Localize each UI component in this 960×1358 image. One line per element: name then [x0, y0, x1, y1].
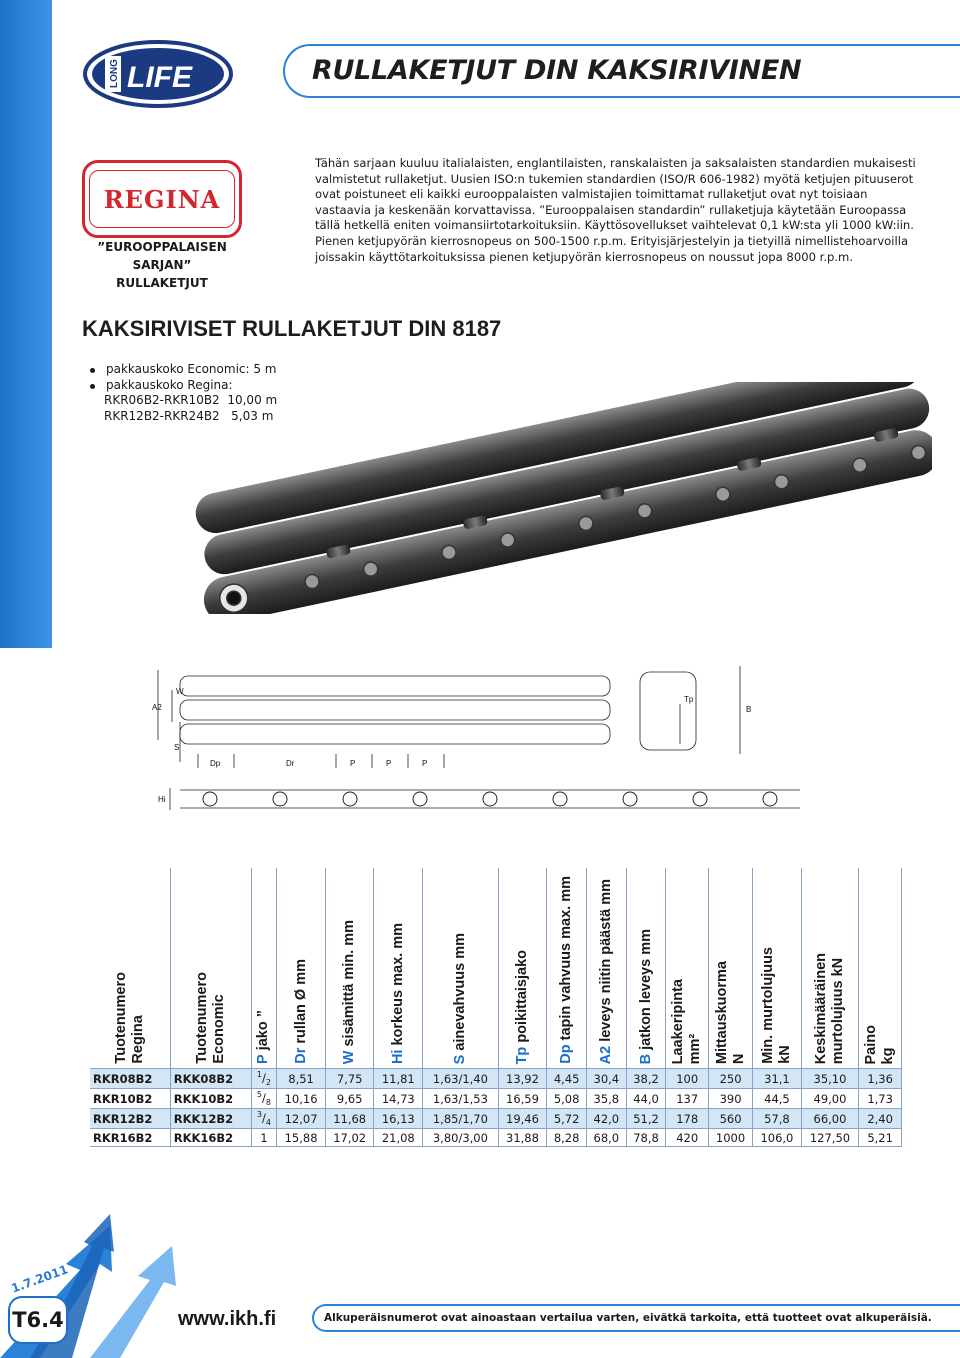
table-cell: 44,0: [626, 1089, 666, 1109]
chain-technical-drawing: [150, 662, 950, 820]
column-header: [753, 868, 802, 1069]
sub-code: RKR12B2-RKR24B2: [104, 408, 220, 423]
table-cell: 35,8: [586, 1089, 626, 1109]
dim-label: Tp: [684, 695, 694, 704]
table-cell: 250: [708, 1069, 752, 1089]
column-header: [325, 868, 374, 1069]
logo-small-text: LONG: [109, 59, 120, 88]
table-cell: 8,28: [547, 1129, 587, 1147]
table-cell: 19,46: [498, 1109, 547, 1129]
table-cell: 16,59: [498, 1089, 547, 1109]
table-row: [90, 1089, 902, 1109]
table-cell: 57,8: [753, 1109, 802, 1129]
dim-label: W: [176, 687, 184, 696]
table-cell: 1,85/1,70: [423, 1109, 499, 1129]
column-header-label: [293, 959, 310, 1064]
table-cell: RKR12B2: [90, 1109, 170, 1129]
column-title: leveys niitin päästä mm: [597, 878, 614, 1042]
pitch-numerator: 5: [256, 1090, 262, 1100]
table-row: [90, 1109, 902, 1129]
pitch-numerator: 1: [260, 1130, 268, 1145]
side-accent-bar: [0, 0, 52, 648]
column-header-label: [813, 953, 847, 1064]
table-cell: 127,50: [801, 1129, 859, 1147]
issue-date: 1.7.2011: [9, 1262, 70, 1296]
column-header: [498, 868, 547, 1069]
dim-label: P: [350, 759, 356, 768]
table-cell: 7,75: [325, 1069, 374, 1089]
column-header: [170, 868, 251, 1069]
regina-logo: [82, 160, 242, 238]
table-cell: 49,00: [801, 1089, 859, 1109]
table-cell: 16,13: [374, 1109, 423, 1129]
table-cell: 35,10: [801, 1069, 859, 1089]
column-subtitle: Regina: [129, 1015, 146, 1064]
logo-big-text: LIFE: [127, 61, 192, 94]
column-header: [251, 868, 277, 1069]
column-symbol: B: [637, 1053, 654, 1064]
table-cell: RKK12B2: [170, 1109, 251, 1129]
column-subtitle: mm²: [687, 1033, 704, 1064]
column-subtitle: murtolujuus kN: [829, 957, 846, 1064]
table-cell: 5,72: [547, 1109, 587, 1129]
column-subtitle: kg: [880, 1047, 897, 1064]
table-cell: 42,0: [586, 1109, 626, 1129]
page-title: RULLAKETJUT DIN KAKSIRIVINEN: [312, 55, 802, 86]
table-cell: 17,02: [325, 1129, 374, 1147]
page-code: T6.4: [8, 1296, 68, 1344]
dim-label: P: [386, 759, 392, 768]
column-title: Laakeripinta: [670, 978, 687, 1064]
table-cell: 178: [666, 1109, 709, 1129]
spec-table: [90, 868, 902, 1147]
regina-caption-line: ”EUROOPPALAISEN: [97, 240, 227, 254]
table-cell: RKK16B2: [170, 1129, 251, 1147]
table-cell: 44,5: [753, 1089, 802, 1109]
column-symbol: A2: [597, 1045, 614, 1064]
table-cell: 78,8: [626, 1129, 666, 1147]
table-cell: RKR10B2: [90, 1089, 170, 1109]
column-title: ainevahvuus mm: [451, 932, 468, 1051]
table-cell: 4,45: [547, 1069, 587, 1089]
column-header-label: [113, 972, 147, 1064]
column-title: jako ”: [255, 1010, 272, 1051]
column-header: [666, 868, 709, 1069]
column-header-label: [514, 950, 531, 1064]
pitch-numerator: 3: [256, 1110, 262, 1120]
regina-caption-line: SARJAN”: [132, 258, 192, 272]
table-cell: 12,07: [277, 1109, 326, 1129]
table-body: [90, 1069, 902, 1147]
column-header-label: [598, 879, 615, 1064]
column-symbol: Dp: [558, 1044, 575, 1064]
table-cell: 1,63/1,53: [423, 1089, 499, 1109]
dim-label: P: [422, 759, 428, 768]
sub-value: 10,00 m: [227, 393, 278, 407]
column-header: [626, 868, 666, 1069]
column-header-label: [390, 923, 407, 1064]
intro-paragraph: Tähän sarjaan kuuluu italialaisten, englantilaisten, ranskalaisten ja saksalaisten standardien mukaisesti valmistetut rullaketjut. Uusien ISO:n tukemien standardien (ISO/R 606-1982) myötä ketjujen pituuserot ovat poistuneet eli kaikki eurooppalaisten valmistajien toimittamat rullaketjut ovat nyt toisiaan vastaavia ja keskenään korvattavissa. ”Eurooppalaisen standardin” rullaketjuja käytetään Euroopassa tällä hetkellä eniten voimansiirtotarkoituksiin. Käyttösovellukset vaihtelevat 0,1 kW:sta yli 1000 kW:iin. Pienen ketjupyörän kierrosnopeus on 500-1500 r.p.m. Erityisjärjestelyin ja tietyillä nimellistehoarvoilla joissakin käyttötarkoituksissa pienen ketjupyörän kierrosnopeus on noussut jopa 8000 r.p.m.: [315, 156, 916, 264]
pitch-cell: $^5/_8$: [251, 1089, 277, 1109]
dim-label: B: [746, 705, 752, 714]
column-header-label: [341, 920, 358, 1064]
sub-code: RKR06B2-RKR10B2: [104, 393, 220, 407]
column-subtitle: Economic: [210, 994, 227, 1064]
table-cell: 21,08: [374, 1129, 423, 1147]
table-cell: 137: [666, 1089, 709, 1109]
bullet-item: pakkauskoko Regina:: [90, 378, 277, 394]
table-cell: 31,1: [753, 1069, 802, 1089]
table-cell: 68,0: [586, 1129, 626, 1147]
column-symbol: W: [341, 1050, 358, 1064]
column-header-label: [760, 947, 794, 1064]
table-row: [90, 1129, 902, 1147]
table-cell: 11,68: [325, 1109, 374, 1129]
column-title: Paino: [863, 1024, 880, 1064]
table-cell: 106,0: [753, 1129, 802, 1147]
column-header-label: [863, 1025, 897, 1064]
column-title: korkeus max. mm: [389, 922, 406, 1046]
column-header: [277, 868, 326, 1069]
table-cell: 9,65: [325, 1089, 374, 1109]
column-header: [586, 868, 626, 1069]
table-cell: 10,16: [277, 1089, 326, 1109]
table-cell: 66,00: [801, 1109, 859, 1129]
column-header: [859, 868, 902, 1069]
column-header: [423, 868, 499, 1069]
table-cell: 3,80/3,00: [423, 1129, 499, 1147]
table-cell: 1,63/1,40: [423, 1069, 499, 1089]
table-cell: 1,73: [859, 1089, 902, 1109]
column-title: jatkon leveys mm: [637, 928, 654, 1050]
table-cell: 390: [708, 1089, 752, 1109]
table-cell: 11,81: [374, 1069, 423, 1089]
sub-value: 5,03 m: [231, 408, 274, 423]
column-header-label: [452, 933, 469, 1064]
column-header-label: [194, 972, 228, 1064]
column-title: Min. murtolujuus: [759, 947, 776, 1064]
table-cell: 38,2: [626, 1069, 666, 1089]
table-header-row: [90, 868, 902, 1069]
column-title: Mittauskuorma: [713, 960, 730, 1064]
regina-logo-text: REGINA: [103, 184, 221, 214]
dim-label: S: [174, 743, 180, 752]
pitch-numerator: 1: [256, 1070, 262, 1079]
section-heading: KAKSIRIVISET RULLAKETJUT DIN 8187: [82, 316, 502, 341]
pitch-cell: $^3/_4$: [251, 1109, 277, 1129]
column-header: [708, 868, 752, 1069]
column-symbol: Tp: [513, 1046, 530, 1064]
column-symbol: P: [255, 1054, 272, 1064]
regina-logo-inner: [89, 170, 235, 228]
table-cell: 1,36: [859, 1069, 902, 1089]
pitch-cell: $^1/_2$: [251, 1069, 277, 1089]
table-cell: 14,73: [374, 1089, 423, 1109]
table-cell: 5,21: [859, 1129, 902, 1147]
table-cell: 2,40: [859, 1109, 902, 1129]
table-cell: RKK10B2: [170, 1089, 251, 1109]
column-symbol: Dr: [292, 1047, 309, 1064]
table-cell: 5,08: [547, 1089, 587, 1109]
column-header: [374, 868, 423, 1069]
table-cell: 15,88: [277, 1129, 326, 1147]
table-cell: RKK08B2: [170, 1069, 251, 1089]
pitch-denominator: 2: [265, 1078, 271, 1088]
pitch-denominator: 4: [265, 1118, 271, 1128]
column-title: sisämittä min. mm: [341, 919, 358, 1047]
column-title: Tuotenumero: [112, 972, 129, 1064]
regina-caption-line: RULLAKETJUT: [116, 276, 208, 290]
pitch-cell: [251, 1129, 277, 1147]
table-cell: 100: [666, 1069, 709, 1089]
column-header-label: [670, 979, 704, 1064]
column-title: tapin vahvuus max. mm: [558, 876, 575, 1041]
pitch-denominator: 8: [265, 1098, 271, 1108]
dim-label: A2: [152, 703, 162, 712]
website-link[interactable]: www.ikh.fi: [178, 1308, 277, 1330]
table-cell: RKR08B2: [90, 1069, 170, 1089]
column-header: [801, 868, 859, 1069]
regina-caption: [82, 238, 242, 292]
table-cell: 51,2: [626, 1109, 666, 1129]
table-cell: 31,88: [498, 1129, 547, 1147]
column-symbol: S: [451, 1054, 468, 1064]
long-life-logo: [83, 40, 233, 108]
table-cell: RKR16B2: [90, 1129, 170, 1147]
column-subtitle: kN: [776, 1045, 793, 1064]
column-header-label: [638, 929, 655, 1064]
column-header-label: [714, 961, 748, 1064]
table-cell: 1000: [708, 1129, 752, 1147]
column-title: rullan Ø mm: [292, 959, 309, 1044]
table-cell: 560: [708, 1109, 752, 1129]
table-row: [90, 1069, 902, 1089]
table-cell: 420: [666, 1129, 709, 1147]
table-cell: 13,92: [498, 1069, 547, 1089]
column-header-label: [558, 876, 575, 1064]
column-title: poikittaisjako: [513, 949, 530, 1043]
chain-photo: [180, 382, 932, 614]
column-header-label: [255, 1010, 272, 1064]
dim-label: Dp: [210, 759, 221, 768]
column-title: Keskimääräinen: [812, 952, 829, 1064]
disclaimer-text: Alkuperäisnumerot ovat ainoastaan vertailua varten, eivätkä tarkoita, että tuotteet ovat alkuperäisiä.: [312, 1304, 960, 1332]
bullet-item: pakkauskoko Economic: 5 m: [90, 362, 277, 378]
column-symbol: Hi: [389, 1049, 406, 1064]
column-header: [547, 868, 587, 1069]
dim-label: Dr: [286, 759, 295, 768]
column-header: [90, 868, 170, 1069]
column-title: Tuotenumero: [193, 972, 210, 1064]
table-cell: 8,51: [277, 1069, 326, 1089]
column-subtitle: N: [730, 1053, 747, 1064]
dim-label: Hi: [158, 795, 166, 804]
table-cell: 30,4: [586, 1069, 626, 1089]
